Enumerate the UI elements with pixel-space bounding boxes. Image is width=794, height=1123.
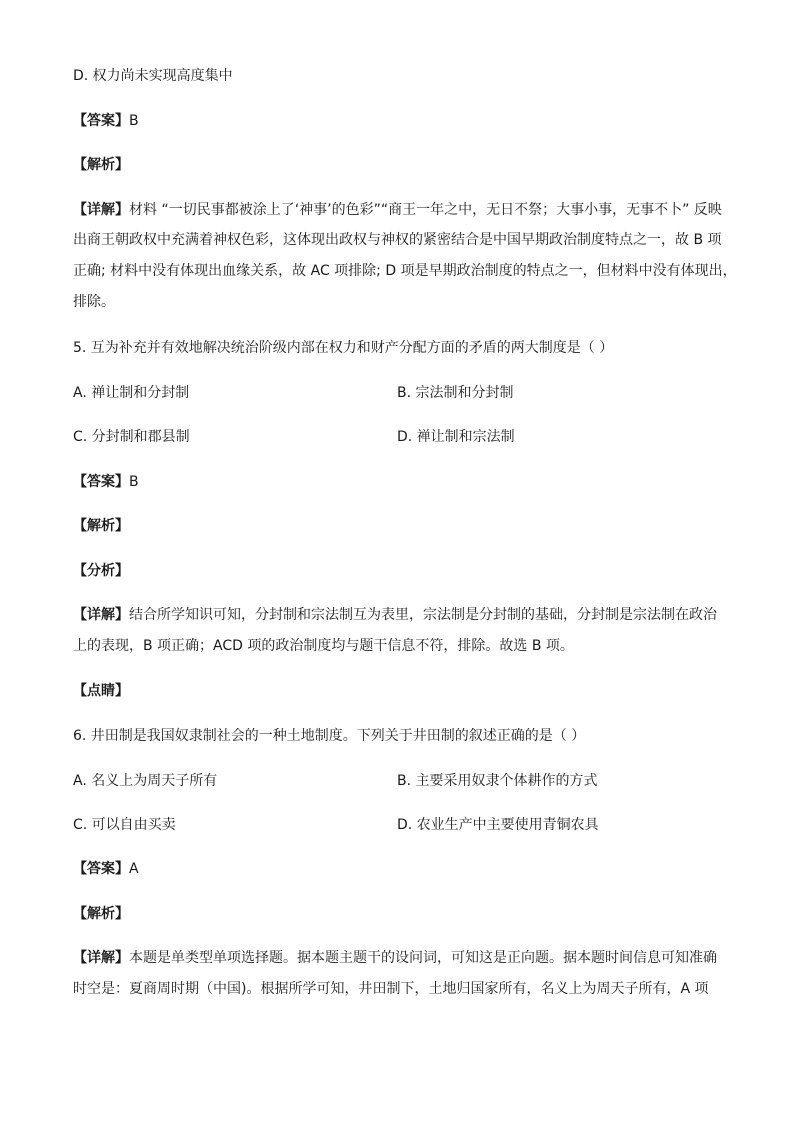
q5-fenxi-tag: 【分析】	[73, 563, 129, 579]
answer-value: B	[129, 474, 139, 490]
answer-value: B	[129, 113, 139, 129]
q6-option-c: C. 可以自由买卖	[73, 817, 176, 833]
q5-option-a: A. 禅让制和分封制	[73, 385, 190, 401]
q4-detail-line-1	[73, 200, 722, 220]
detail-tag: 【详解】	[73, 607, 129, 623]
answer-tag: 【答案】	[73, 861, 129, 877]
q5-answer	[73, 472, 139, 492]
q5-option-b: B. 宗法制和分封制	[397, 385, 514, 401]
answer-value: A	[129, 861, 139, 877]
q4-option-d: D. 权力尚未实现高度集中	[73, 68, 233, 84]
q6-analysis-tag: 【解析】	[73, 906, 129, 922]
q5-dianjing-tag: 【点睛】	[73, 683, 129, 699]
q5-option-c: C. 分封制和郡县制	[73, 429, 190, 445]
detail-tag: 【详解】	[73, 950, 129, 966]
detail-tag: 【详解】	[73, 202, 129, 218]
q5-option-d: D. 禅让制和宗法制	[397, 429, 515, 445]
q6-option-a: A. 名义上为周天子所有	[73, 773, 218, 789]
q4-detail-line-3: 正确; 材料中没有体现出血缘关系，故 AC 项排除; D 项是早期政治制度的特点之一，但材料中没有体现出，	[73, 263, 737, 279]
q4-answer	[73, 111, 139, 131]
q4-detail-line-4: 排除。	[73, 294, 115, 310]
q4-detail-line-2: 出商王朝政权中充满着神权色彩，这体现出政权与神权的紧密结合是中国早期政治制度特点之一，故 B 项	[73, 232, 722, 248]
detail-text: 结合所学知识可知，分封制和宗法制互为表里，宗法制是分封制的基础，分封制是宗法制在政治	[129, 607, 717, 623]
q5-question: 5. 互为补充并有效地解决统治阶级内部在权力和财产分配方面的矛盾的两大制度是（ ）	[73, 340, 614, 356]
q6-detail-line-1	[73, 948, 717, 968]
q6-option-b: B. 主要采用奴隶个体耕作的方式	[397, 773, 598, 789]
q6-answer	[73, 859, 139, 879]
q5-analysis-tag: 【解析】	[73, 518, 129, 534]
answer-tag: 【答案】	[73, 474, 129, 490]
q5-detail-line-1	[73, 605, 717, 625]
detail-text: 材料 “一切民事都被涂上了‘神事’的色彩”“商王一年之中，无日不祭；大事小事，无事不卜” 反映	[129, 202, 722, 218]
q6-detail-line-2: 时空是：夏商周时期（中国)。根据所学可知，井田制下，土地归国家所有，名义上为周天子所有，A 项	[73, 981, 709, 997]
q5-detail-line-2: 上的表现，B 项正确；ACD 项的政治制度均与题干信息不符，排除。故选 B 项。	[73, 638, 574, 654]
detail-text: 本题是单类型单项选择题。据本题主题干的设问词，可知这是正向题。据本题时间信息可知准确	[129, 950, 717, 966]
q6-option-d: D. 农业生产中主要使用青铜农具	[397, 817, 599, 833]
q6-question: 6. 井田制是我国奴隶制社会的一种土地制度。下列关于井田制的叙述正确的是（ ）	[73, 728, 586, 744]
answer-tag: 【答案】	[73, 113, 129, 129]
q4-analysis-tag: 【解析】	[73, 157, 129, 173]
